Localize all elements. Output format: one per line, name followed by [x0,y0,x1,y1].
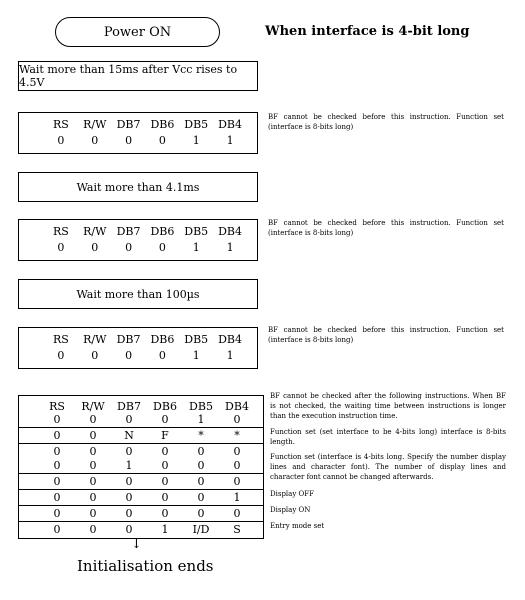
diagram-title: When interface is 4-bit long [265,24,470,39]
header-db5: DB5 [184,333,209,346]
table-row: 0 0 1 0 0 0 [53,459,241,472]
value-cell: 1 [192,134,200,147]
header-db5: DB5 [189,400,213,413]
value-cell: 0 [57,134,65,147]
header-db6: DB6 [150,225,175,238]
header-db4: DB4 [218,225,243,238]
value-cell: 0 [125,349,133,362]
header-db4: DB4 [225,400,249,413]
wait-label-2: Wait more than 4.1ms [76,180,200,194]
instruction-header-1 [44,117,247,132]
note-1: BF cannot be checked before this instruction. Function set (interface is 8-bits long) [268,113,504,131]
instruction-values-1 [44,133,247,148]
instruction-header-3 [44,332,247,347]
value-cell: 1 [226,134,234,147]
wait-label-1: Wait more than 15ms after Vcc rises to 4.5V [19,63,238,89]
header-rw: R/W [83,225,107,238]
value-cell: 1 [226,241,234,254]
table-row: 0 0 0 0 0 0 [53,445,241,458]
value-cell: 0 [125,241,133,254]
final-table-header [39,400,255,413]
header-rw: R/W [81,400,105,413]
value-cell: 1 [226,349,234,362]
table-row: 0 0 0 0 0 0 [53,475,241,488]
header-db5: DB5 [184,225,209,238]
table-row: 0 0 0 0 1 0 [53,413,241,426]
instruction-box-2 [18,219,258,261]
instruction-box-1 [18,112,258,154]
value-cell: 0 [57,349,65,362]
header-db7: DB7 [117,400,141,413]
instruction-values-3 [44,348,247,363]
table-row: 0 0 0 1 I/D S [53,523,241,536]
header-db7: DB7 [116,225,141,238]
value-cell: 0 [158,134,166,147]
final-note-1: BF cannot be checked after the following instructions. When BF is not checked, the waiting time between instructions is longer than the execution instruction time. [270,392,506,420]
table-row: 0 0 N F * * [53,429,240,442]
final-note-3: Function set (interface is 4-bits long. Specify the number display lines and character font). The number of display lines and character font cannot be changed afterwards. [270,453,506,481]
value-cell: 0 [57,241,65,254]
header-rw: R/W [83,118,107,131]
value-cell: 0 [91,349,99,362]
final-note-6: Entry mode set [270,522,325,530]
start-label: Power ON [103,24,172,40]
value-cell: 0 [158,241,166,254]
table-row: 0 0 0 0 0 1 [53,491,241,504]
header-rs: RS [53,225,69,238]
header-rw: R/W [83,333,107,346]
instruction-values-2 [44,240,247,255]
start-terminal [55,17,220,47]
header-rs: RS [49,400,65,413]
wait-label-3: Wait more than 100µs [76,287,200,301]
value-cell: 1 [192,241,200,254]
header-db4: DB4 [218,118,243,131]
instruction-box-3 [18,327,258,369]
wait-box-3 [18,279,258,309]
header-db7: DB7 [116,118,141,131]
header-db6: DB6 [153,400,177,413]
wait-box-1 [18,61,258,91]
value-cell: 0 [91,241,99,254]
value-cell: 0 [125,134,133,147]
table-row: 0 0 0 0 0 0 [53,507,241,520]
header-db4: DB4 [218,333,243,346]
value-cell: 0 [91,134,99,147]
header-db7: DB7 [116,333,141,346]
header-rs: RS [53,118,69,131]
instruction-header-2 [44,224,247,239]
end-label: Initialisation ends [77,557,214,575]
note-3: BF cannot be checked before this instruction. Function set (interface is 8-bits long) [268,326,504,344]
header-db6: DB6 [150,118,175,131]
value-cell: 0 [158,349,166,362]
value-cell: 1 [192,349,200,362]
final-note-5: Display ON [270,506,311,514]
final-note-2: Function set (set interface to be 4-bits long) interface is 8-bits length. [270,428,506,446]
header-db5: DB5 [184,118,209,131]
final-instruction-table [18,395,264,539]
wait-box-2 [18,172,258,202]
down-arrow-icon: ↓ [131,537,142,552]
header-rs: RS [53,333,69,346]
note-2: BF cannot be checked before this instruction. Function set (interface is 8-bits long) [268,219,504,237]
header-db6: DB6 [150,333,175,346]
final-note-4: Display OFF [270,490,314,498]
